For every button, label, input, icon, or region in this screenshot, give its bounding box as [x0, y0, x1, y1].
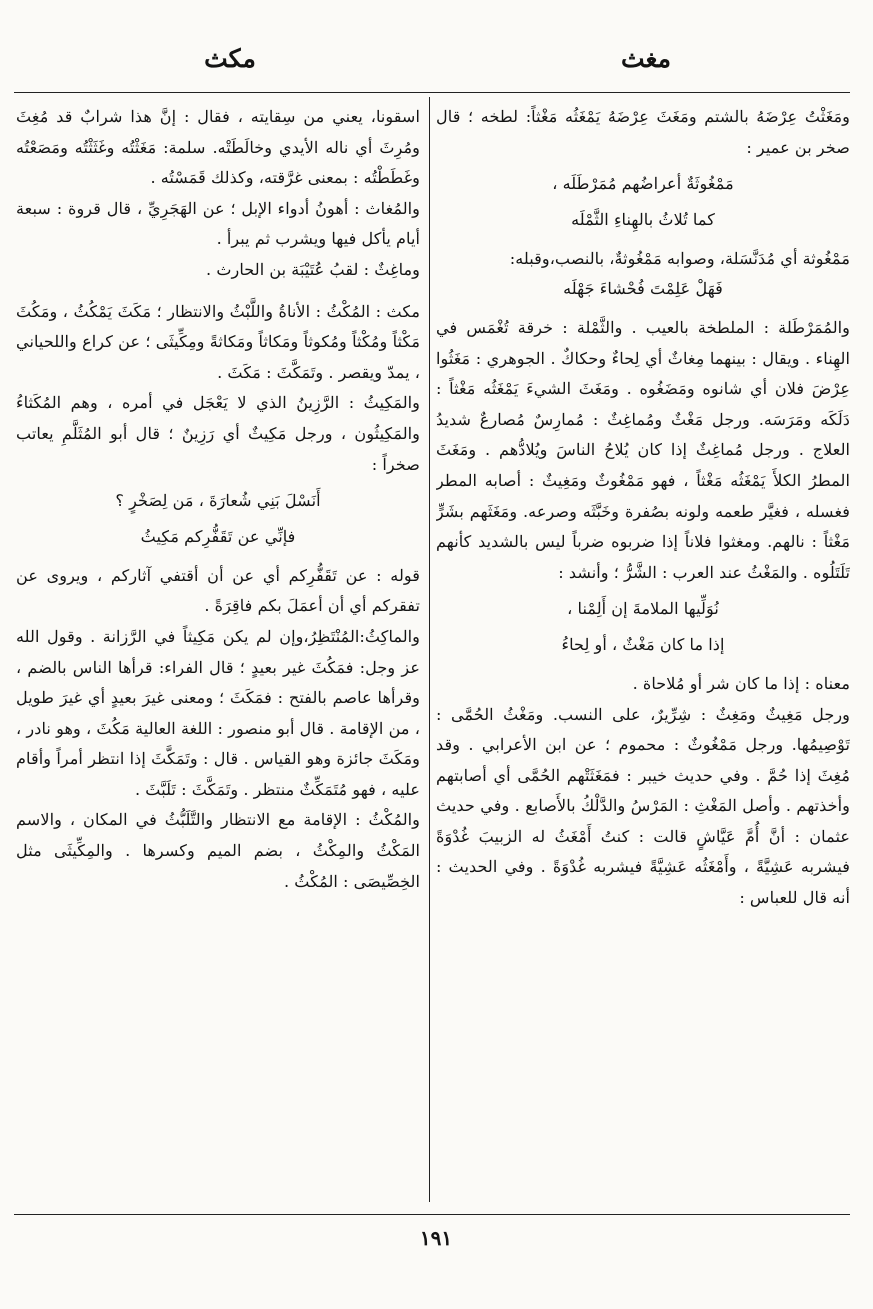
entry-paragraph: مَمْغُوثة أي مُدَنَّسَلة، وصوابه مَمْغُوثةٌ، بالنصب،وقبله:: [509, 248, 850, 268]
left-column: [16, 102, 420, 1202]
entry-paragraph: والماكِثُ:المُنْتَظِرُ،وإن لم يكن مَكِيثاً في الرَّزانة . وقول الله عز وجل: فمَكُثَ غير بعيدٍ ؛ قال الفراء: قرأها الناس بالضم ، وقرأها عاصم بالفتح : فمَكَثَ ؛ ومعنى غيرَ بعيدٍ أي غيرَ طويل ، من الإقامة . قال أبو منصور : اللغة العالية مَكُثَ ، وهو نادر ، ومَكَثَ جائزة وهو القياس . قال : وتَمَكَّثَ إذا انتظر أمراً وأقام عليه ، فهو مُتَمَكِّثٌ منتظر . وتَمَكَّثَ : تَلَبَّثَ .: [16, 626, 420, 799]
verse-line: أَنَسْلَ بَنِي شُعارَةَ ، مَن لِصَخْرٍ ؟: [115, 491, 321, 511]
right-column: [436, 102, 850, 1202]
entry-paragraph: اسقونا، يعني من سِقايته ، فقال : إنَّ هذا شرابٌ قد مُغِثَ ومُرِثَ أي ناله الأيدي وخالَطَتْه. سلمة: مَغَثْتُه وغَثَثْتُه ومَصَعْتُه وغَطَطْتُه : بمعنى غرَّقته، وكذلك قَمَسْتُه .: [16, 107, 420, 188]
entry-paragraph: وماغِثٌ : لقبُ عُتَيْبَة بن الحارث .: [206, 259, 420, 279]
verse-line: فإنِّي عن تَقَفُّرِكم مَكِيثُ: [140, 527, 296, 547]
entry-paragraph: ومَغَثْتُ عِرْضَهُ بالشتم ومَغَثَ عِرْضَهُ يَمْغَثُه مَغْثاً: لطخه ؛ قال صخر بن عمير :: [436, 107, 850, 157]
verse-line: إذا ما كان مَغْثٌ ، أو لِحاءُ: [561, 635, 725, 655]
entry-paragraph: والمُمَرْطَلة : الملطخة بالعيب . والثَّمْلة : خرقة تُغْمَس في الهِناء . ويقال : بينهما مِغاثٌ أي لِحاءٌ وحكاكٌ . الجوهري : مَغَثُوا عِرْضَ فلان أي شانوه ومَضَغُوه . ومَغَثَ الشيءَ يَمْغَثُه مَغْثاً : دَلَكَه ومَرَسَه. ورجل مَغْثٌ ومُماغِثٌ : مُمارِسٌ مُصارعٌ شديدُ العلاج . ورجل مُماغِثٌ إذا كان يُلاحُ الناسَ ويُلادُّهم . ومَغَثَ المطرُ الكلأَ يَمْغَثُه مَغْثاً ، فهو مَمْغُوثٌ ومَغِيثٌ : أصابه المطر فغسله ، فغيَّر طعمه ولونه بصُفرة وخَبَّثَه وصرعه. ومَغَثَهم بشَرٍّ مَغْثاً : نالهم. ومغثوا فلاناً إذا ضربوه ضرباً ليس بالشديد كأنهم تَلَتَلُوه . والمَغْثُ عند العرب : الشَّرُّ ؛ وأنشد :: [436, 317, 850, 582]
entry-paragraph: والمَكِيثُ : الرَّزِينُ الذي لا يَعْجَل في أمره ، وهم المُكَثاءُ والمَكِيثُون ، ورجل مَكِيثٌ أي رَزِينٌ ؛ قال أبو المُثَلَّمِ يعاتب صخراً :: [16, 393, 420, 474]
verse-line: كما تُلاثُ بالهِناءِ الثَّمْلَه: [571, 210, 715, 230]
entry-paragraph: معناه : إذا ما كان شر أو مُلاحاة .: [632, 673, 850, 693]
footer-rule: [14, 1214, 850, 1215]
entry-paragraph: والمُغاث : أهونُ أدواء الإبل ؛ عن الهَجَرِيِّ ، قال قروة : سبعة أيام يأكل فيها ويشرب ثم يبرأ .: [16, 198, 420, 249]
entry-paragraph: والمُكْثُ : الإقامة مع الانتظار والتَّلَبُّثُ في المكان ، والاسم المَكْثُ والمِكْثُ ، بضم الميم وكسرها . والمِكِّيثَى مثل الخِصِّيصَى : المُكْثُ .: [16, 810, 420, 891]
entry-paragraph: قوله : عن تَقَفُّرِكم أي عن أن أقتفي آثاركم ، ويروى عن تفقركم أي أن أعمَلَ بكم فاقِرَةً .: [16, 565, 420, 616]
header-rule: [14, 92, 850, 93]
entry-paragraph: ورجل مَغِيثٌ ومَغِثٌ : شِرِّيرٌ، على النسب. ومَغْثُ الحُمَّى : تَوْصِيمُها. ورجل مَمْغُوثٌ : محموم ؛ عن ابن الأعرابي . وقد مُغِثَ إذا حُمَّ . وفي حديث خيبر : فمَغَثَتْهم الحُمَّى أي أصابتهم وأخذتهم . وأصل المَغْثِ : المَرْسُ والدَّلْكُ بالأَصابع . وفي حديث عثمان : أنَّ أُمَّ عَيَّاشٍ قالت : كنتُ أَمْغَثُ له الزبيبَ غُدْوَةً فيشربه عَشِيَّةً ، وأَمْغَثُه عَشِيَّةً فيشربه غُدْوَةً . وفي الحديث : أنه قال للعباس :: [436, 704, 850, 908]
column-divider: [429, 97, 430, 1202]
running-head-right: مغث: [621, 44, 671, 73]
verse-line: نُوَلِّيها الملامةَ إن أَلِمْنا ،: [567, 599, 719, 619]
headword-entry: مكث : المُكْثُ : الأناةُ واللَّبْثُ والانتظار ؛ مَكَثَ يَمْكُثُ ، ومَكُثَ مَكْثاً ومُكْثاً ومُكوثاً ومَكاثاً ومَكاثةً ومِكِّيثَى ؛ عن كراع واللحياني ، يمدّ ويقصر . وتَمَكَّثَ : مَكَثَ .: [16, 301, 420, 382]
running-head-left: مكث: [204, 44, 256, 73]
page-number: ١٩١: [419, 1226, 453, 1250]
verse-line: فَهَلْ عَلِمْتَ فُحْشاءَ جَهْلَه: [563, 279, 723, 299]
verse-line: مَمْغُوثَةٌ أعراضُهم مُمَرْطَلَه ،: [552, 174, 734, 194]
